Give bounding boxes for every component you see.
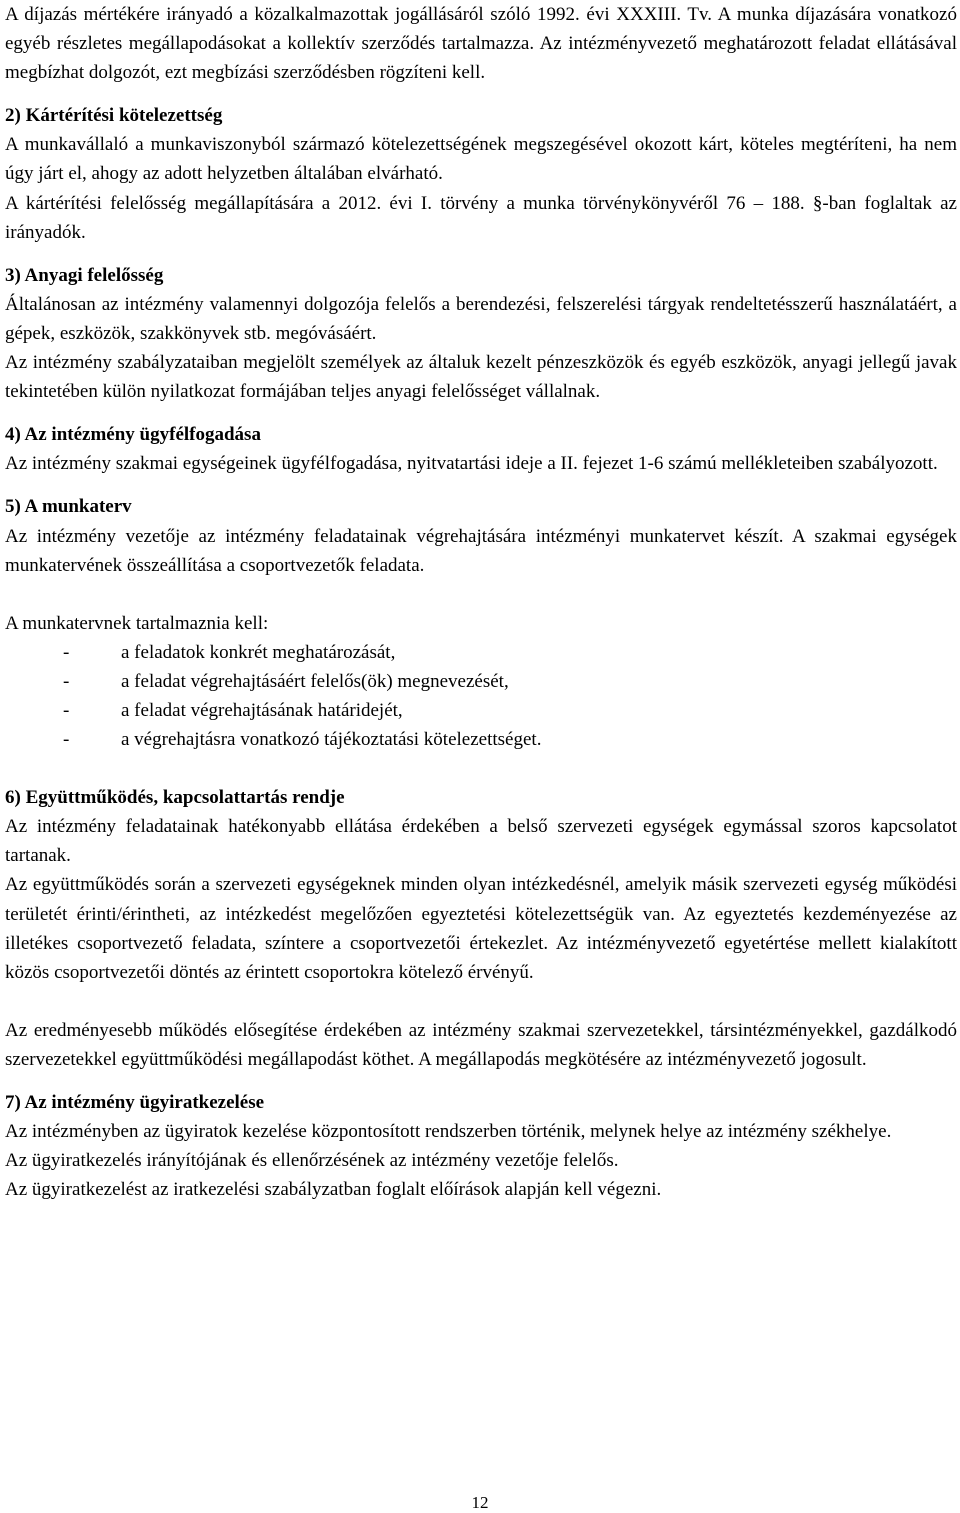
list-item-text: a feladat végrehajtásáért felelős(ök) megnevezését,	[121, 670, 509, 692]
list-item	[5, 725, 957, 754]
document-body	[5, 0, 957, 1204]
section-5-heading: 5) A munkaterv	[5, 496, 132, 518]
section-7-paragraph-2: Az ügyiratkezelés irányítójának és ellenőrzésének az intézmény vezetője felelős.	[5, 1150, 619, 1172]
dash-bullet: -	[63, 641, 70, 663]
list-item	[5, 696, 957, 725]
section-2-paragraph-1: A munkavállaló a munkaviszonyból származó kötelezettségének megszegésével okozott kárt, köteles megtéríteni, ha nem úgy járt el, ahogy az adott helyzetben általában elvárható.	[5, 134, 957, 185]
list-item-text: a végrehajtásra vonatkozó tájékoztatási kötelezettséget.	[121, 729, 542, 751]
section-4-paragraph-1: Az intézmény szakmai egységeinek ügyfélfogadása, nyitvatartási ideje a II. fejezet 1-6 számú mellékleteiben szabályozott.	[5, 453, 938, 475]
page-number: 12	[471, 1493, 489, 1512]
section-2-heading: 2) Kártérítési kötelezettség	[5, 105, 223, 127]
section-4-heading: 4) Az intézmény ügyfélfogadása	[5, 424, 261, 446]
section-6-paragraph-1: Az intézmény feladatainak hatékonyabb ellátása érdekében a belső szervezeti egységek egymással szoros kapcsolatot tartanak.	[5, 816, 957, 867]
section-7-paragraph-1: Az intézményben az ügyiratok kezelése központosított rendszerben történik, melynek helye az intézmény székhelye.	[5, 1121, 892, 1143]
section-3-paragraph-2: Az intézmény szabályzataiban megjelölt személyek az általuk kezelt pénzeszközök és egyéb eszközök, anyagi jellegű javak tekintetében külön nyilatkozat formájában teljes anyagi felelősséget vállalnak.	[5, 352, 957, 403]
section-7-heading: 7) Az intézmény ügyiratkezelése	[5, 1092, 265, 1113]
list-item	[5, 667, 957, 696]
section-6-paragraph-3: Az eredményesebb működés elősegítése érdekében az intézmény szakmai szervezetekkel, társintézményekkel, gazdálkodó szervezetekkel együttműködési megállapodást köthet. A megállapodás megkötésére az intézményvezető jogosult.	[5, 1019, 957, 1070]
dash-bullet: -	[63, 729, 70, 751]
section-5-list-intro: A munkatervnek tartalmaznia kell:	[5, 612, 269, 634]
section-6-paragraph-2: Az együttműködés során a szervezeti egységeknek minden olyan intézkedésnél, amelyik másik szervezeti egység működési területét érinti/érintheti, az intézkedést megelőzően egyeztetési kötelezettségük van. Az egyeztetés kezdeményezése az illetékes csoportvezető feladata, színtere a csoportvezetői értekezlet. Az intézményvezető egyetértése mellett kialakított közös csoportvezetői döntés az érintett csoportokra kötelező érvényű.	[5, 874, 957, 983]
section-3-heading: 3) Anyagi felelősség	[5, 264, 164, 286]
section-5-list	[5, 638, 957, 754]
section-3-paragraph-1: Általánosan az intézmény valamennyi dolgozója felelős a berendezési, felszerelési tárgyak rendeltetésszerű használatáért, a gépek, eszközök, szakkönyvek stb. megóvásáért.	[5, 293, 957, 344]
list-item-text: a feladat végrehajtásának határidejét,	[121, 699, 403, 721]
section-5-paragraph-1: Az intézmény vezetője az intézmény feladatainak végrehajtására intézményi munkatervet készít. A szakmai egységek munkatervének összeállítása a csoportvezetők feladata.	[5, 525, 957, 576]
section-2-paragraph-2: A kártérítési felelősség megállapítására a 2012. évi I. törvény a munka törvénykönyvéről 76 – 188. §-ban foglaltak az irányadók.	[5, 192, 957, 243]
list-item-text: a feladatok konkrét meghatározását,	[121, 641, 396, 663]
section-6-heading: 6) Együttműködés, kapcsolattartás rendje	[5, 787, 345, 809]
intro-paragraph: A díjazás mértékére irányadó a közalkalmazottak jogállásáról szóló 1992. évi XXXIII. Tv. A munka díjazására vonatkozó egyéb részletes megállapodásokat a kollektív szerződés tartalmazza. Az intézményvezető meghatározott feladat ellátásával megbízhat dolgozót, ezt megbízási szerződésben rögzíteni kell.	[5, 4, 957, 84]
dash-bullet: -	[63, 699, 70, 721]
section-7-paragraph-3: Az ügyiratkezelést az iratkezelési szabályzatban foglalt előírások alapján kell végezni.	[5, 1179, 662, 1201]
list-item	[5, 638, 957, 667]
dash-bullet: -	[63, 670, 70, 692]
